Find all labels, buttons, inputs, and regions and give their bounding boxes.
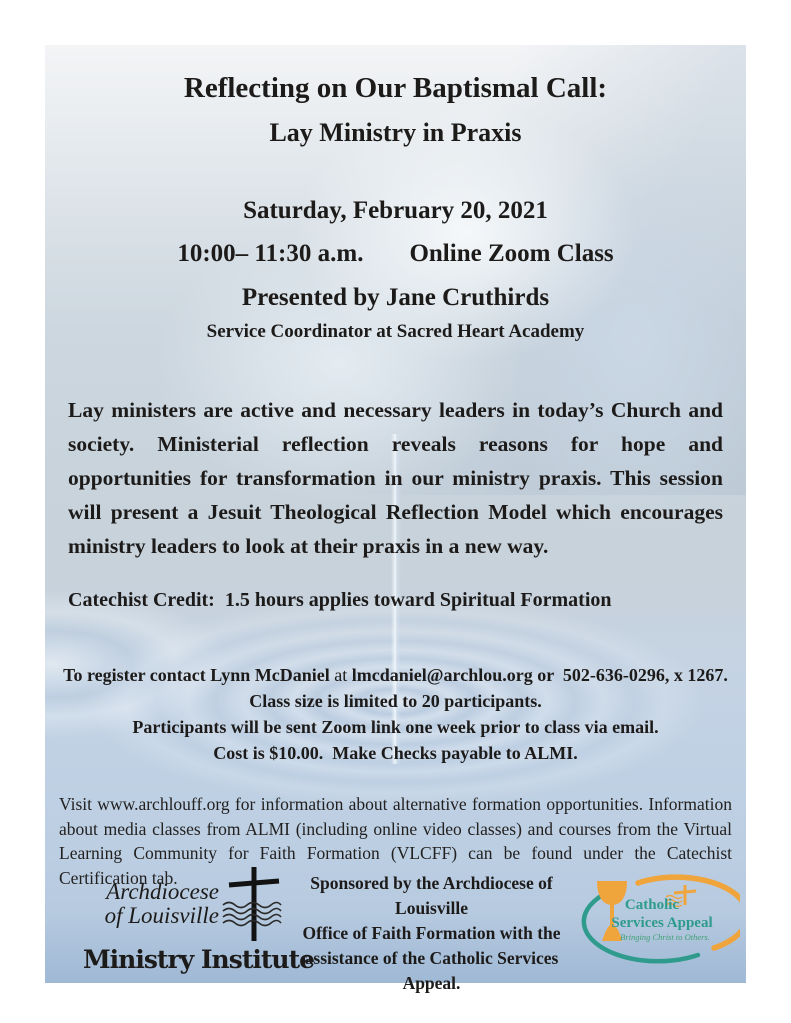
sponsor-line-2: Office of Faith Formation with the	[302, 923, 561, 943]
presenter-title: Service Coordinator at Sacred Heart Academy	[206, 321, 585, 342]
registration-class-size: Class size is limited to 20 participants.	[249, 691, 542, 711]
info-paragraph: Visit www.archlouff.org for information about alternative formation opportunities. Information about media classes from ALMI (including online video classes) and courses from the Virtual Learning Community for Faith Formation (VLCFF) can be found under the Catechist Certification tab.	[59, 794, 732, 888]
registration-cost: Cost is $10.00. Make Checks payable to ALMI.	[213, 743, 578, 763]
almi-script-line1: Archdiocese	[106, 879, 219, 904]
event-time-line	[45, 239, 746, 268]
cross-water-icon	[221, 865, 283, 943]
event-time: 10:00– 11:30 a.m.	[177, 240, 364, 267]
registration-connector: at	[329, 665, 352, 685]
event-format: Online Zoom Class	[409, 240, 614, 267]
sponsor-text	[283, 871, 580, 996]
page-title: Reflecting on Our Baptismal Call:	[183, 72, 608, 104]
csa-name-line1: Catholic	[624, 897, 680, 913]
almi-script-text	[83, 880, 219, 928]
page-subtitle: Lay Ministry in Praxis	[269, 118, 522, 147]
almi-script-line2: of Louisville	[104, 903, 219, 928]
sponsor-line-3: assistance of the Catholic Services Appeal.	[304, 948, 559, 993]
description-paragraph: Lay ministers are active and necessary leaders in today’s Church and society. Ministerial reflection reveals reasons for hope and opportunities for transformation in our ministry praxis. This session will present a Jesuit Theological Reflection Model which encourages ministry leaders to look at their praxis in a new way.	[68, 398, 723, 558]
csa-logo-graphic	[580, 867, 740, 975]
credit-line: Catechist Credit: 1.5 hours applies toward Spiritual Formation	[68, 589, 612, 611]
flyer-background	[45, 45, 746, 993]
csa-name-line2: Services Appeal	[611, 915, 713, 931]
csa-tagline: Bringing Christ to Others.	[620, 932, 710, 942]
almi-logo	[83, 865, 315, 974]
csa-logo	[580, 867, 740, 980]
presenter-line: Presented by Jane Cruthirds	[241, 284, 550, 311]
registration-contact: To register contact Lynn McDaniel	[63, 665, 330, 685]
registration-contact-line	[45, 662, 746, 688]
sponsor-line-1: Sponsored by the Archdiocese of Louisville	[310, 873, 553, 918]
registration-block	[45, 662, 746, 766]
almi-logo-top	[83, 865, 283, 943]
almi-name: Ministry Institute	[83, 945, 315, 974]
registration-email-phone: lmcdaniel@archlou.org or 502-636-0296, x 1267.	[351, 665, 728, 685]
footer	[45, 865, 746, 993]
event-date: Saturday, February 20, 2021	[243, 197, 548, 224]
registration-zoom-link: Participants will be sent Zoom link one week prior to class via email.	[132, 717, 659, 737]
